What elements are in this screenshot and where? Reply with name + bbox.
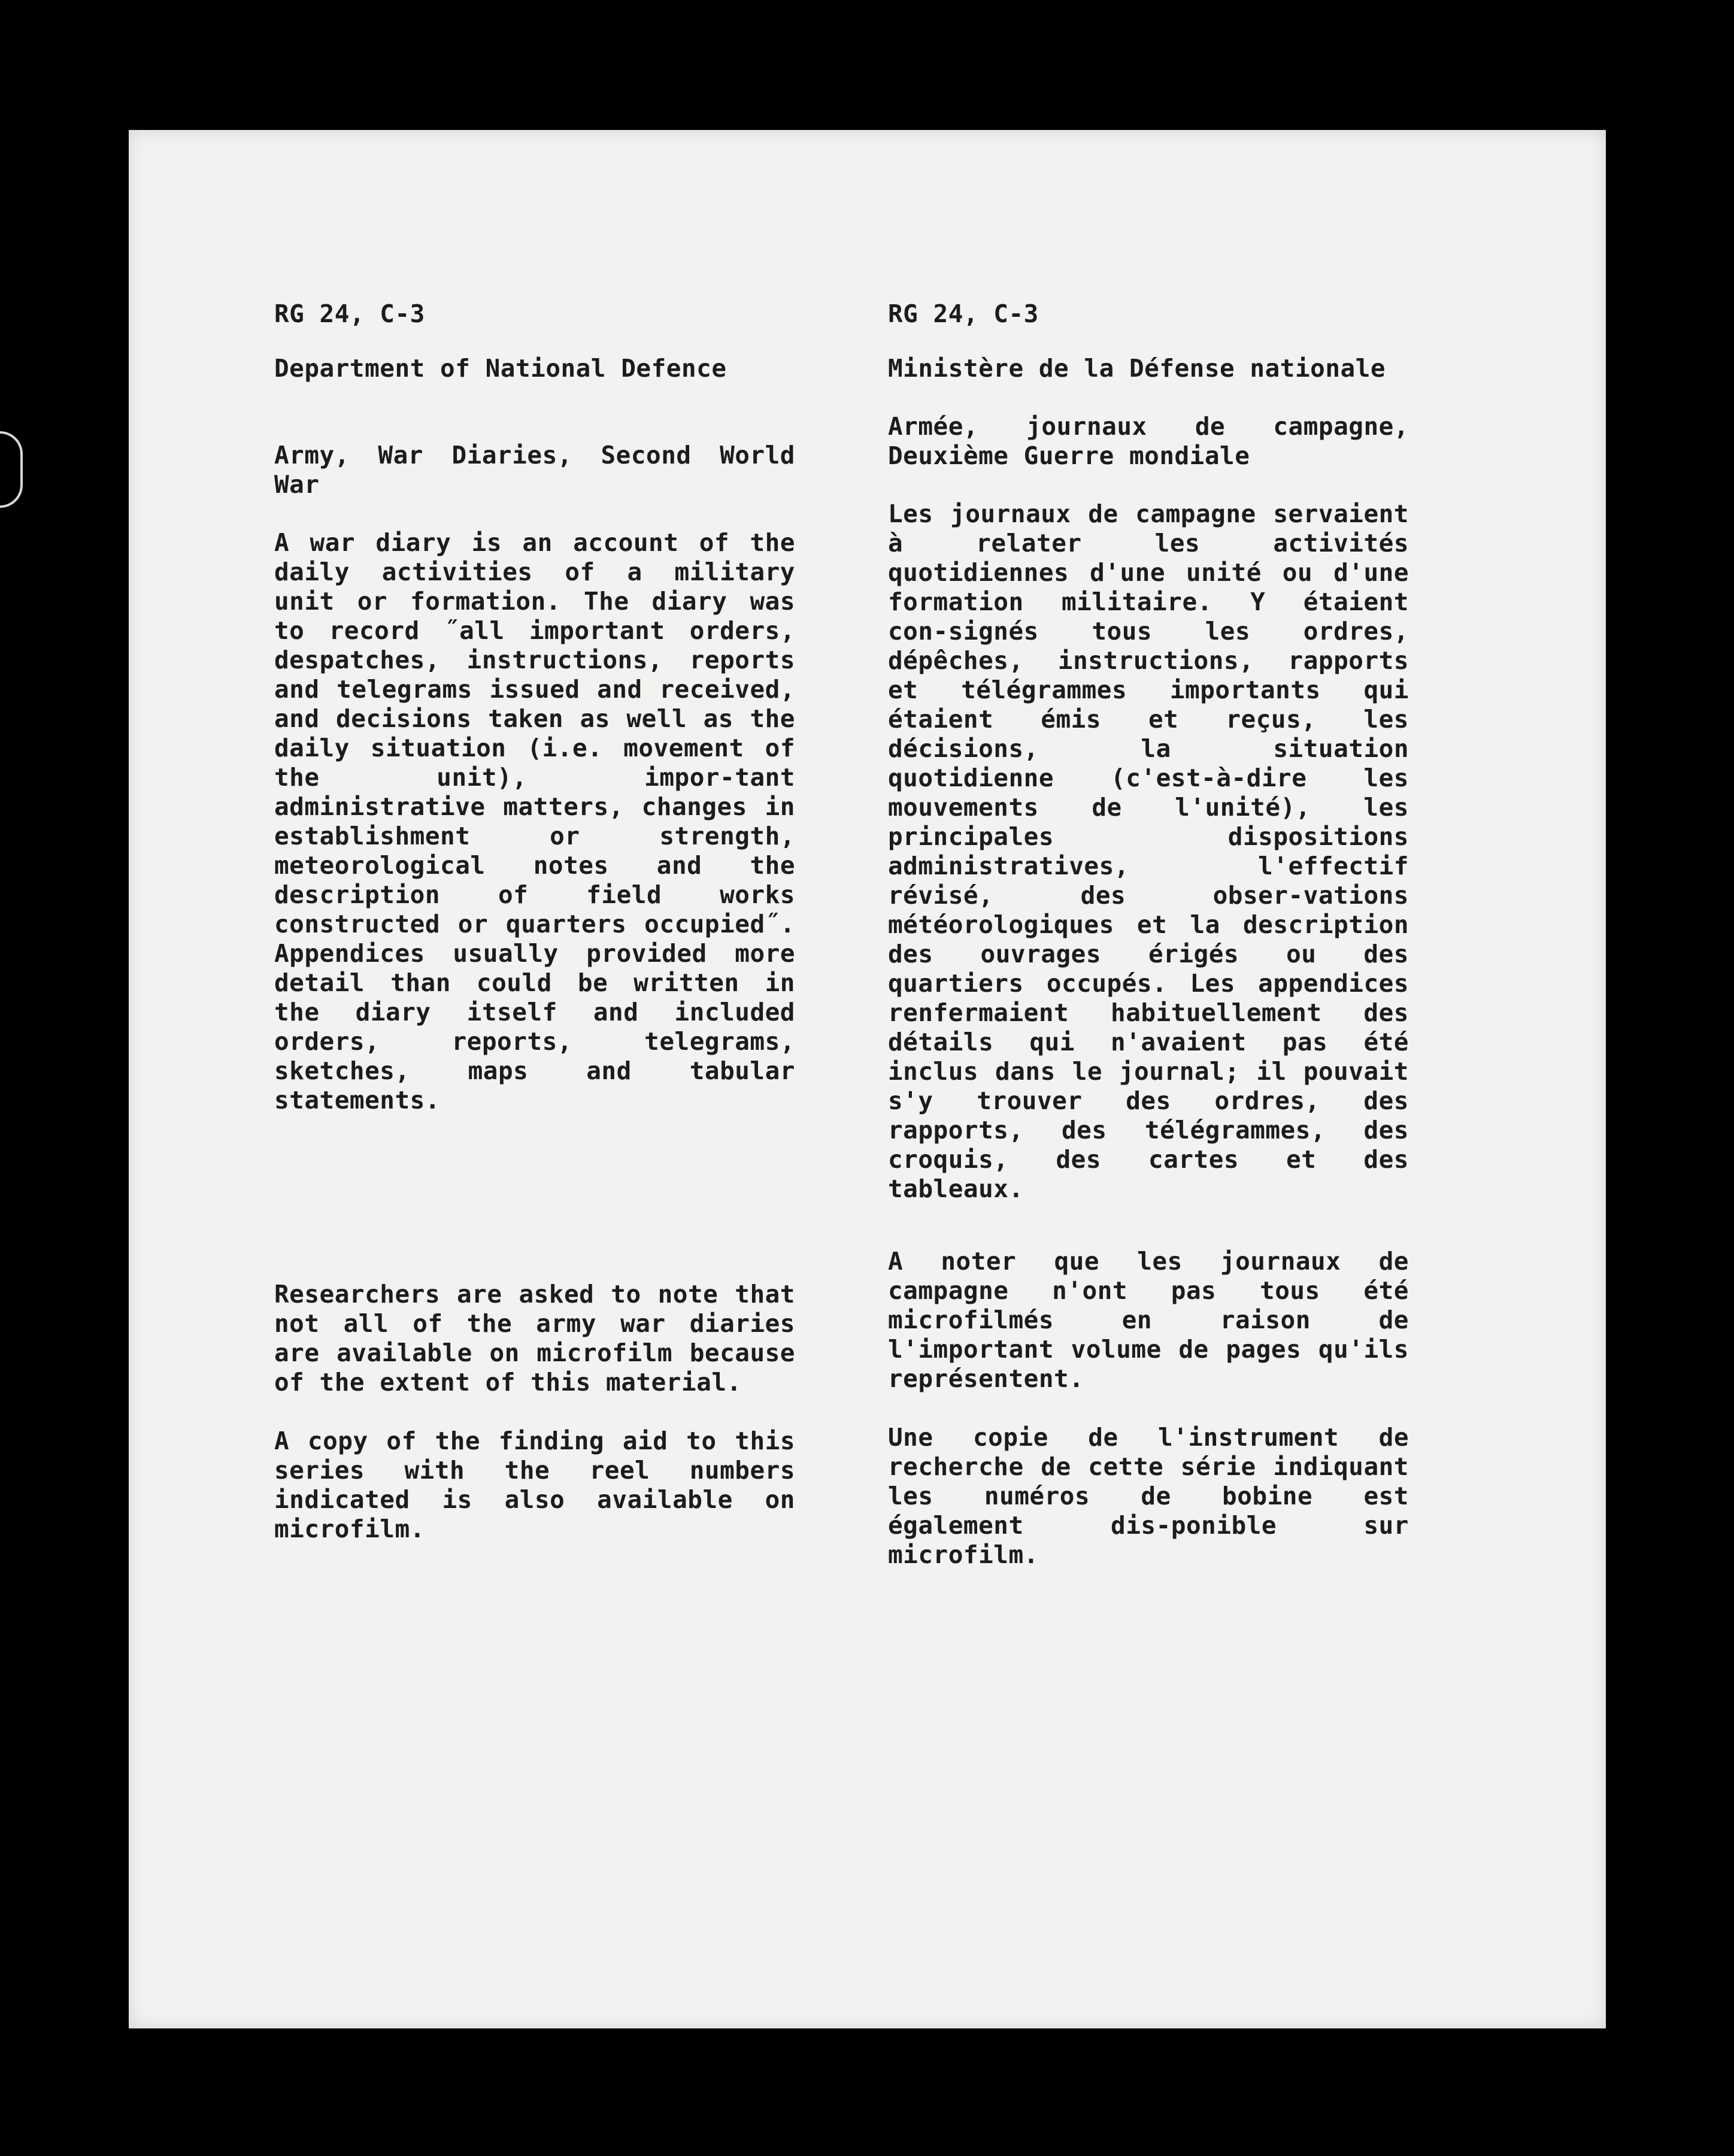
- series-description: Les journaux de campagne servaient à relater les activités quotidiennes d'une unité ou d'une formation militaire. Y étaient con-signés tous les ordres, dépêches, instructions, rapports et télégrammes importants qui étaient émis et reçus, les décisions, la situation quotidienne (c'est-à-dire les mouvements de l'unité), les principales dispositions administratives, l'effectif révisé, des obser-vations météorologiques et la description des ouvrages érigés ou des quartiers occupés. Les appendices renfermaient habituellement des détails qui n'avaient pas été inclus dans le journal; il pouvait s'y trouver des ordres, des rapports, des télégrammes, des croquis, des cartes et des tableaux.: [888, 499, 1409, 1203]
- series-title: Armée, journaux de campagne, Deuxième Guerre mondiale: [888, 412, 1409, 470]
- series-title: Army, War Diaries, Second World War: [274, 441, 795, 499]
- researchers-note: A noter que les journaux de campagne n'ont pas tous été microfilmés en raison de l'important volume de pages qu'ils représentent.: [888, 1247, 1409, 1393]
- column-spacer: [274, 1115, 795, 1280]
- department-name: Department of National Defence: [274, 354, 727, 383]
- column-spacer: [888, 1204, 1409, 1247]
- record-group-reference: RG 24, C-3: [274, 299, 425, 328]
- researchers-note: Researchers are asked to note that not all of the army war diaries are available on microfilm because of the extent of this material.: [274, 1280, 795, 1397]
- record-group-reference: RG 24, C-3: [888, 299, 1039, 328]
- english-column: [274, 299, 795, 1544]
- document-page: [129, 130, 1606, 2028]
- film-edge-mark: [0, 431, 23, 508]
- paragraph-gap: [274, 1397, 795, 1427]
- paragraph-gap: [888, 1394, 1409, 1423]
- french-column: [888, 299, 1409, 1570]
- department-name: Ministère de la Défense nationale: [888, 354, 1386, 383]
- finding-aid-note: A copy of the finding aid to this series with the reel numbers indicated is also available on microfilm.: [274, 1427, 795, 1543]
- finding-aid-note: Une copie de l'instrument de recherche de cette série indiquant les numéros de bobine est également dis-ponible sur microfilm.: [888, 1423, 1409, 1569]
- series-description: A war diary is an account of the daily activities of a military unit or formation. The diary was to record ˝all important orders, despatches, instructions, reports and telegrams issued and received, and decisions taken as well as the daily situation (i.e. movement of the unit), impor-tant administrative matters, changes in establishment or strength, meteorological notes and the description of field works constructed or quarters occupied˝. Appendices usually provided more detail than could be written in the diary itself and included orders, reports, telegrams, sketches, maps and tabular statements.: [274, 528, 795, 1115]
